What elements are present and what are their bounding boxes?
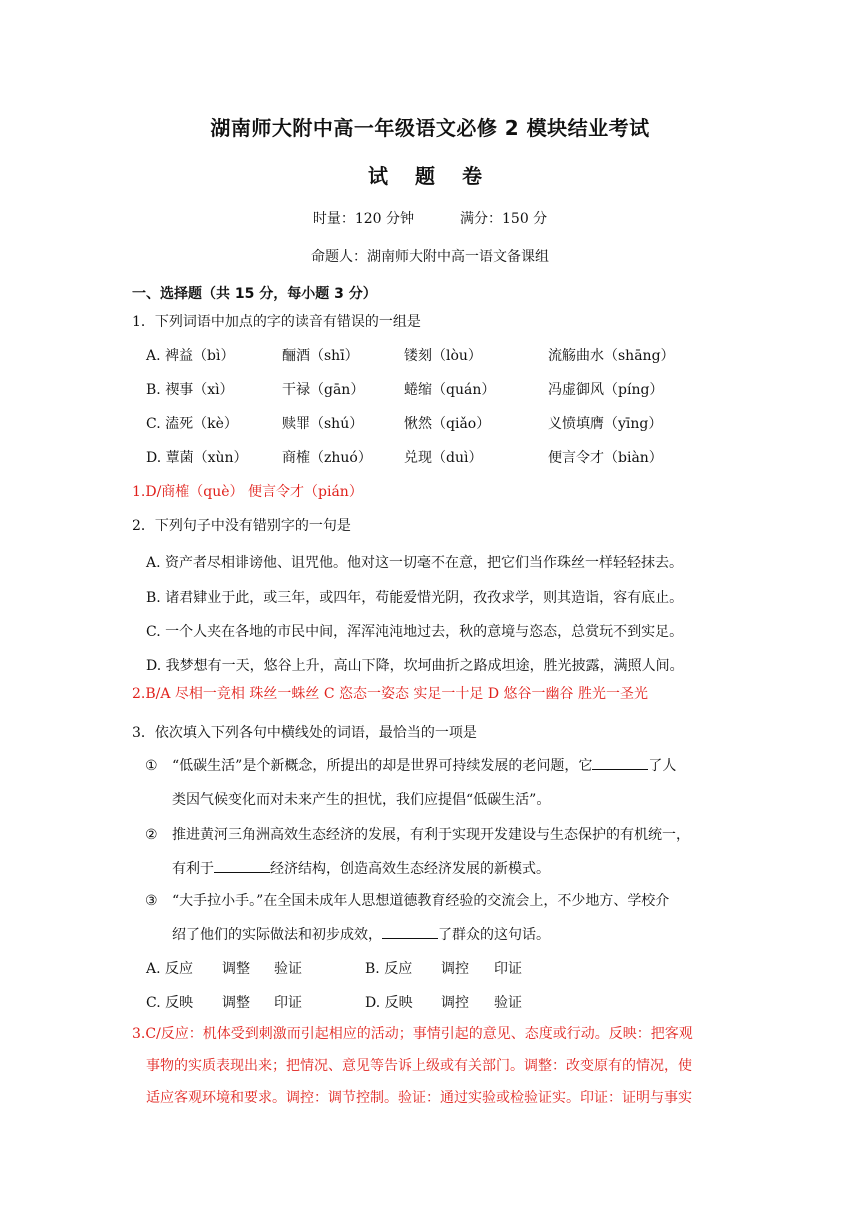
question-3-stem: 3．依次填入下列各句中横线处的词语，最恰当的一项是 — [132, 725, 477, 741]
full-score: 满分：150 分 — [460, 211, 548, 227]
q3-item-3-num: ③ — [145, 893, 158, 909]
q3-item-1-text-c: 类因气候变化而对未来产生的担忧，我们应提倡“低碳生活”。 — [172, 792, 551, 808]
q3-answer-line-1: 3.C/反应：机体受到刺激而引起相应的活动；事情引起的意见、态度或行动。反映：把客观 — [132, 1026, 693, 1042]
q2-answer: 2.B/A 尽相一竞相 珠丝一蛛丝 C 恣态一姿态 实足一十足 D 悠谷一幽谷 胜光一圣光 — [132, 686, 649, 702]
q3-option-d-2: 调控 — [441, 995, 469, 1011]
q3-answer — [132, 1018, 732, 1114]
q3-blank-3 — [382, 924, 438, 939]
q3-item-2 — [145, 818, 732, 886]
q3-option-b-3: 印证 — [494, 961, 522, 977]
q3-item-2-text-a: 推进黄河三角洲高效生态经济的发展，有利于实现开发建设与生态保护的有机统一， — [172, 827, 690, 843]
q1-a-3: 镂刻（lòu） — [404, 348, 482, 364]
q3-blank-2 — [214, 858, 270, 873]
q1-d-2: 商榷（zhuó） — [282, 450, 372, 466]
q2-option-d: D. 我梦想有一天，悠谷上升，高山下降，坎坷曲折之路成坦途，胜光披露，满照人间。 — [146, 658, 684, 674]
q3-item-3-text-b: 绍了他们的实际做法和初步成效， — [172, 927, 382, 943]
q1-a-1: A. 裨益（bì） — [146, 348, 235, 364]
q3-option-c-2: 调整 — [222, 995, 250, 1011]
q3-item-3-text-a: “大手拉小手。”在全国未成年人思想道德教育经验的交流会上，不少地方、学校介 — [172, 893, 670, 909]
q3-option-a-2: 调整 — [222, 961, 250, 977]
q1-b-4: 冯虚御风（píng） — [548, 382, 664, 398]
q1-c-3: 愀然（qiǎo） — [404, 416, 491, 432]
q1-c-1: C. 溘死（kè） — [146, 416, 238, 432]
exam-title: 湖南师大附中高一年级语文必修 2 模块结业考试 — [210, 116, 650, 140]
q1-b-3: 蜷缩（quán） — [404, 382, 496, 398]
q3-answer-line-2: 事物的实质表现出来；把情况、意见等告诉上级或有关部门。调整：改变原有的情况，使 — [146, 1058, 692, 1074]
q3-option-c-1: C. 反映 — [146, 995, 194, 1011]
q3-option-b-2: 调控 — [441, 961, 469, 977]
q3-item-1-text-a: “低碳生活”是个新概念，所提出的却是世界可持续发展的老问题，它 — [172, 758, 593, 774]
q3-item-2-num: ② — [145, 827, 158, 843]
q1-answer: 1.D/商榷（què） 便言令才（pián） — [132, 484, 363, 500]
question-2-stem: 2．下列句子中没有错别字的一句是 — [132, 518, 351, 534]
q3-option-a-3: 验证 — [274, 961, 302, 977]
exam-meta — [0, 208, 860, 228]
q3-option-d-3: 验证 — [494, 995, 522, 1011]
q1-d-1: D. 蕈菌（xùn） — [146, 450, 248, 466]
q3-answer-line-3: 适应客观环境和要求。调控：调节控制。验证：通过实验或检验证实。印证：证明与事实 — [146, 1090, 692, 1106]
exam-author: 命题人：湖南师大附中高一语文备课组 — [311, 249, 549, 265]
q2-option-a: A. 资产者尽相诽谤他、诅咒他。他对这一切毫不在意，把它们当作珠丝一样轻轻抹去。 — [146, 555, 684, 571]
q3-item-3-text-c: 了群众的这句话。 — [438, 927, 550, 943]
q3-option-c-3: 印证 — [274, 995, 302, 1011]
q3-item-3 — [145, 884, 732, 952]
q1-c-4: 义愤填膺（yīng） — [548, 416, 663, 432]
q1-a-2: 酾酒（shī） — [282, 348, 359, 364]
q2-option-b: B. 诸君肄业于此，或三年，或四年，苟能爱惜光阴，孜孜求学，则其造诣，容有底止。 — [146, 590, 684, 606]
q3-item-2-text-b: 有利于 — [172, 861, 214, 877]
q3-blank-1 — [592, 755, 648, 770]
q1-a-4: 流觞曲水（shāng） — [548, 348, 675, 364]
q1-c-2: 赎罪（shú） — [282, 416, 364, 432]
q2-option-c: C. 一个人夹在各地的市民中间，浑浑沌沌地过去，秋的意境与恣态，总赏玩不到实足。 — [146, 624, 684, 640]
q3-item-1-num: ① — [145, 758, 158, 774]
q1-b-1: B. 禊事（xì） — [146, 382, 234, 398]
q3-item-2-text-c: 经济结构，创造高效生态经济发展的新模式。 — [270, 861, 550, 877]
q1-b-2: 干禄（gān） — [282, 382, 365, 398]
section-heading: 一、选择题（共 15 分，每小题 3 分） — [132, 286, 377, 302]
q3-option-a-1: A. 反应 — [146, 961, 194, 977]
q3-item-1 — [145, 749, 732, 817]
q3-option-b-1: B. 反应 — [365, 961, 413, 977]
exam-subtitle: 试 题 卷 — [368, 164, 492, 188]
q3-item-1-text-b: 了人 — [648, 758, 677, 774]
q1-d-3: 兑现（duì） — [404, 450, 483, 466]
question-1-stem: 1．下列词语中加点的字的读音有错误的一组是 — [132, 314, 421, 330]
q3-option-d-1: D. 反映 — [365, 995, 413, 1011]
q1-d-4: 便言令才（biàn） — [548, 450, 663, 466]
time-limit: 时量：120 分钟 — [312, 211, 414, 227]
